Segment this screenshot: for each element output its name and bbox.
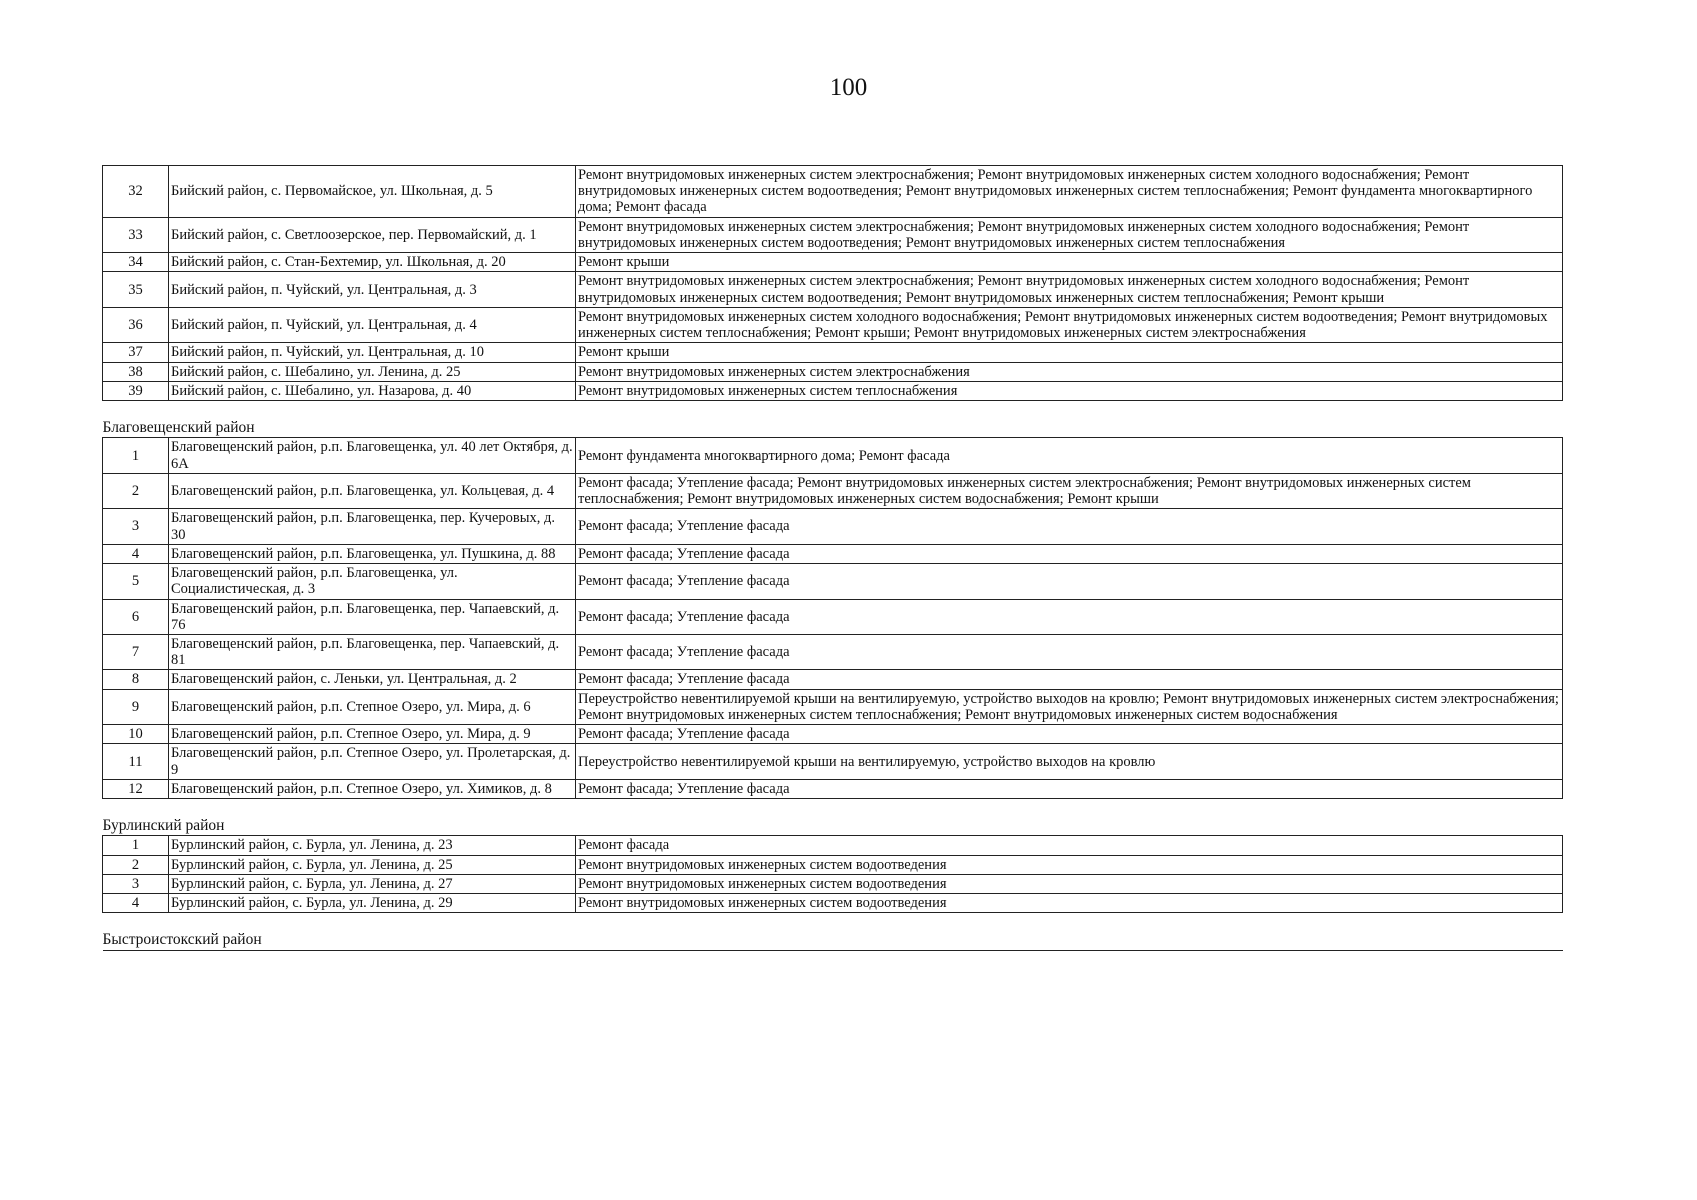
- row-number: 39: [103, 381, 169, 400]
- table-row: [103, 362, 1563, 381]
- table-row: [103, 217, 1563, 252]
- row-number: 9: [103, 689, 169, 724]
- address-cell: Бийский район, п. Чуйский, ул. Центральная, д. 10: [169, 343, 576, 362]
- row-number: 10: [103, 725, 169, 744]
- work-types-cell: Ремонт фасада; Утепление фасада: [576, 544, 1563, 563]
- table-row: [103, 599, 1563, 634]
- address-cell: Благовещенский район, р.п. Благовещенка, ул. 40 лет Октября, д. 6А: [169, 438, 576, 473]
- address-cell: Благовещенский район, р.п. Степное Озеро, ул. Мира, д. 9: [169, 725, 576, 744]
- table-row: [103, 509, 1563, 544]
- work-types-cell: Ремонт внутридомовых инженерных систем электроснабжения: [576, 362, 1563, 381]
- work-types-cell: Переустройство невентилируемой крыши на вентилируемую, устройство выходов на кровлю: [576, 744, 1563, 779]
- row-number: 11: [103, 744, 169, 779]
- table-row: [103, 725, 1563, 744]
- section-header-row: [103, 401, 1563, 438]
- row-number: 36: [103, 307, 169, 342]
- table-row: [103, 473, 1563, 508]
- row-number: 5: [103, 564, 169, 599]
- table-row: [103, 670, 1563, 689]
- table-row: [103, 564, 1563, 599]
- section-header-row: [103, 913, 1563, 950]
- work-types-cell: Ремонт внутридомовых инженерных систем водоотведения: [576, 855, 1563, 874]
- work-types-cell: Ремонт внутридомовых инженерных систем электроснабжения; Ремонт внутридомовых инженерных систем холодного водоснабжения; Ремонт внутридомовых инженерных систем водоотведения; Ремонт внутридомовых инженерных систем теплоснабжения; Ремонт крыши: [576, 272, 1563, 307]
- table-row: [103, 836, 1563, 855]
- address-cell: Благовещенский район, р.п. Благовещенка, пер. Кучеровых, д. 30: [169, 509, 576, 544]
- table-row: [103, 874, 1563, 893]
- address-cell: Благовещенский район, р.п. Степное Озеро, ул. Мира, д. 6: [169, 689, 576, 724]
- work-types-cell: Ремонт фасада; Утепление фасада: [576, 634, 1563, 669]
- table-row: [103, 744, 1563, 779]
- work-types-cell: Ремонт фундамента многоквартирного дома; Ремонт фасада: [576, 438, 1563, 473]
- row-number: 1: [103, 836, 169, 855]
- table-row: [103, 689, 1563, 724]
- row-number: 6: [103, 599, 169, 634]
- address-cell: Бийский район, с. Первомайское, ул. Школьная, д. 5: [169, 166, 576, 218]
- table-row: [103, 253, 1563, 272]
- row-number: 8: [103, 670, 169, 689]
- work-types-cell: Ремонт внутридомовых инженерных систем теплоснабжения: [576, 381, 1563, 400]
- row-number: 7: [103, 634, 169, 669]
- table-body: [103, 166, 1563, 951]
- address-cell: Бийский район, с. Стан-Бехтемир, ул. Школьная, д. 20: [169, 253, 576, 272]
- row-number: 37: [103, 343, 169, 362]
- address-cell: Благовещенский район, р.п. Благовещенка, ул. Кольцевая, д. 4: [169, 473, 576, 508]
- work-types-cell: Ремонт внутридомовых инженерных систем водоотведения: [576, 894, 1563, 913]
- work-types-cell: Ремонт фасада; Утепление фасада: [576, 670, 1563, 689]
- section-title: Быстроистокский район: [103, 913, 1563, 950]
- address-cell: Благовещенский район, р.п. Благовещенка, ул. Социалистическая, д. 3: [169, 564, 576, 599]
- row-number: 12: [103, 779, 169, 798]
- row-number: 3: [103, 509, 169, 544]
- address-cell: Бурлинский район, с. Бурла, ул. Ленина, д. 23: [169, 836, 576, 855]
- row-number: 2: [103, 855, 169, 874]
- table-row: [103, 544, 1563, 563]
- section-header-row: [103, 799, 1563, 836]
- address-cell: Бийский район, с. Шебалино, ул. Ленина, д. 25: [169, 362, 576, 381]
- row-number: 33: [103, 217, 169, 252]
- work-types-cell: Ремонт фасада; Утепление фасада; Ремонт внутридомовых инженерных систем электроснабжения; Ремонт внутридомовых инженерных систем теплоснабжения; Ремонт внутридомовых инженерных систем водоснабжения; Ремонт крыши: [576, 473, 1563, 508]
- address-cell: Благовещенский район, р.п. Степное Озеро, ул. Химиков, д. 8: [169, 779, 576, 798]
- row-number: 4: [103, 894, 169, 913]
- work-types-cell: Ремонт крыши: [576, 343, 1563, 362]
- table-row: [103, 438, 1563, 473]
- work-types-cell: Ремонт крыши: [576, 253, 1563, 272]
- table-row: [103, 166, 1563, 218]
- work-types-cell: Ремонт внутридомовых инженерных систем водоотведения: [576, 874, 1563, 893]
- work-types-cell: Ремонт фасада; Утепление фасада: [576, 725, 1563, 744]
- work-types-cell: Ремонт фасада; Утепление фасада: [576, 599, 1563, 634]
- table-row: [103, 307, 1563, 342]
- row-number: 3: [103, 874, 169, 893]
- row-number: 38: [103, 362, 169, 381]
- address-cell: Благовещенский район, с. Леньки, ул. Центральная, д. 2: [169, 670, 576, 689]
- work-types-cell: Ремонт внутридомовых инженерных систем холодного водоснабжения; Ремонт внутридомовых инженерных систем водоотведения; Ремонт внутридомовых инженерных систем теплоснабжения; Ремонт крыши; Ремонт внутридомовых инженерных систем электроснабжения: [576, 307, 1563, 342]
- table-row: [103, 343, 1563, 362]
- work-types-cell: Ремонт внутридомовых инженерных систем электроснабжения; Ремонт внутридомовых инженерных систем холодного водоснабжения; Ремонт внутридомовых инженерных систем водоотведения; Ремонт внутридомовых инженерных систем теплоснабжения; Ремонт фундамента многоквартирного дома; Ремонт фасада: [576, 166, 1563, 218]
- row-number: 32: [103, 166, 169, 218]
- work-types-cell: Ремонт фасада; Утепление фасада: [576, 779, 1563, 798]
- row-number: 35: [103, 272, 169, 307]
- address-cell: Бийский район, п. Чуйский, ул. Центральная, д. 4: [169, 307, 576, 342]
- address-cell: Бурлинский район, с. Бурла, ул. Ленина, д. 25: [169, 855, 576, 874]
- row-number: 34: [103, 253, 169, 272]
- repair-program-table: [102, 165, 1563, 951]
- address-cell: Бурлинский район, с. Бурла, ул. Ленина, д. 29: [169, 894, 576, 913]
- address-cell: Благовещенский район, р.п. Благовещенка, пер. Чапаевский, д. 76: [169, 599, 576, 634]
- table-row: [103, 894, 1563, 913]
- work-types-cell: Ремонт фасада; Утепление фасада: [576, 509, 1563, 544]
- work-types-cell: Ремонт фасада: [576, 836, 1563, 855]
- row-number: 1: [103, 438, 169, 473]
- table-row: [103, 634, 1563, 669]
- section-title: Бурлинский район: [103, 799, 1563, 836]
- address-cell: Благовещенский район, р.п. Благовещенка, ул. Пушкина, д. 88: [169, 544, 576, 563]
- table-row: [103, 855, 1563, 874]
- address-cell: Благовещенский район, р.п. Благовещенка, пер. Чапаевский, д. 81: [169, 634, 576, 669]
- row-number: 4: [103, 544, 169, 563]
- work-types-cell: Ремонт внутридомовых инженерных систем электроснабжения; Ремонт внутридомовых инженерных систем холодного водоснабжения; Ремонт внутридомовых инженерных систем водоотведения; Ремонт внутридомовых инженерных систем теплоснабжения: [576, 217, 1563, 252]
- row-number: 2: [103, 473, 169, 508]
- section-title: Благовещенский район: [103, 401, 1563, 438]
- address-cell: Благовещенский район, р.п. Степное Озеро, ул. Пролетарская, д. 9: [169, 744, 576, 779]
- table-row: [103, 381, 1563, 400]
- work-types-cell: Переустройство невентилируемой крыши на вентилируемую, устройство выходов на кровлю; Ремонт внутридомовых инженерных систем электроснабжения; Ремонт внутридомовых инженерных систем теплоснабжения; Ремонт внутридомовых инженерных систем водоснабжения: [576, 689, 1563, 724]
- address-cell: Бийский район, с. Шебалино, ул. Назарова, д. 40: [169, 381, 576, 400]
- page-number: 100: [829, 74, 868, 101]
- table-row: [103, 272, 1563, 307]
- work-types-cell: Ремонт фасада; Утепление фасада: [576, 564, 1563, 599]
- address-cell: Бурлинский район, с. Бурла, ул. Ленина, д. 27: [169, 874, 576, 893]
- address-cell: Бийский район, с. Светлоозерское, пер. Первомайский, д. 1: [169, 217, 576, 252]
- address-cell: Бийский район, п. Чуйский, ул. Центральная, д. 3: [169, 272, 576, 307]
- table-row: [103, 779, 1563, 798]
